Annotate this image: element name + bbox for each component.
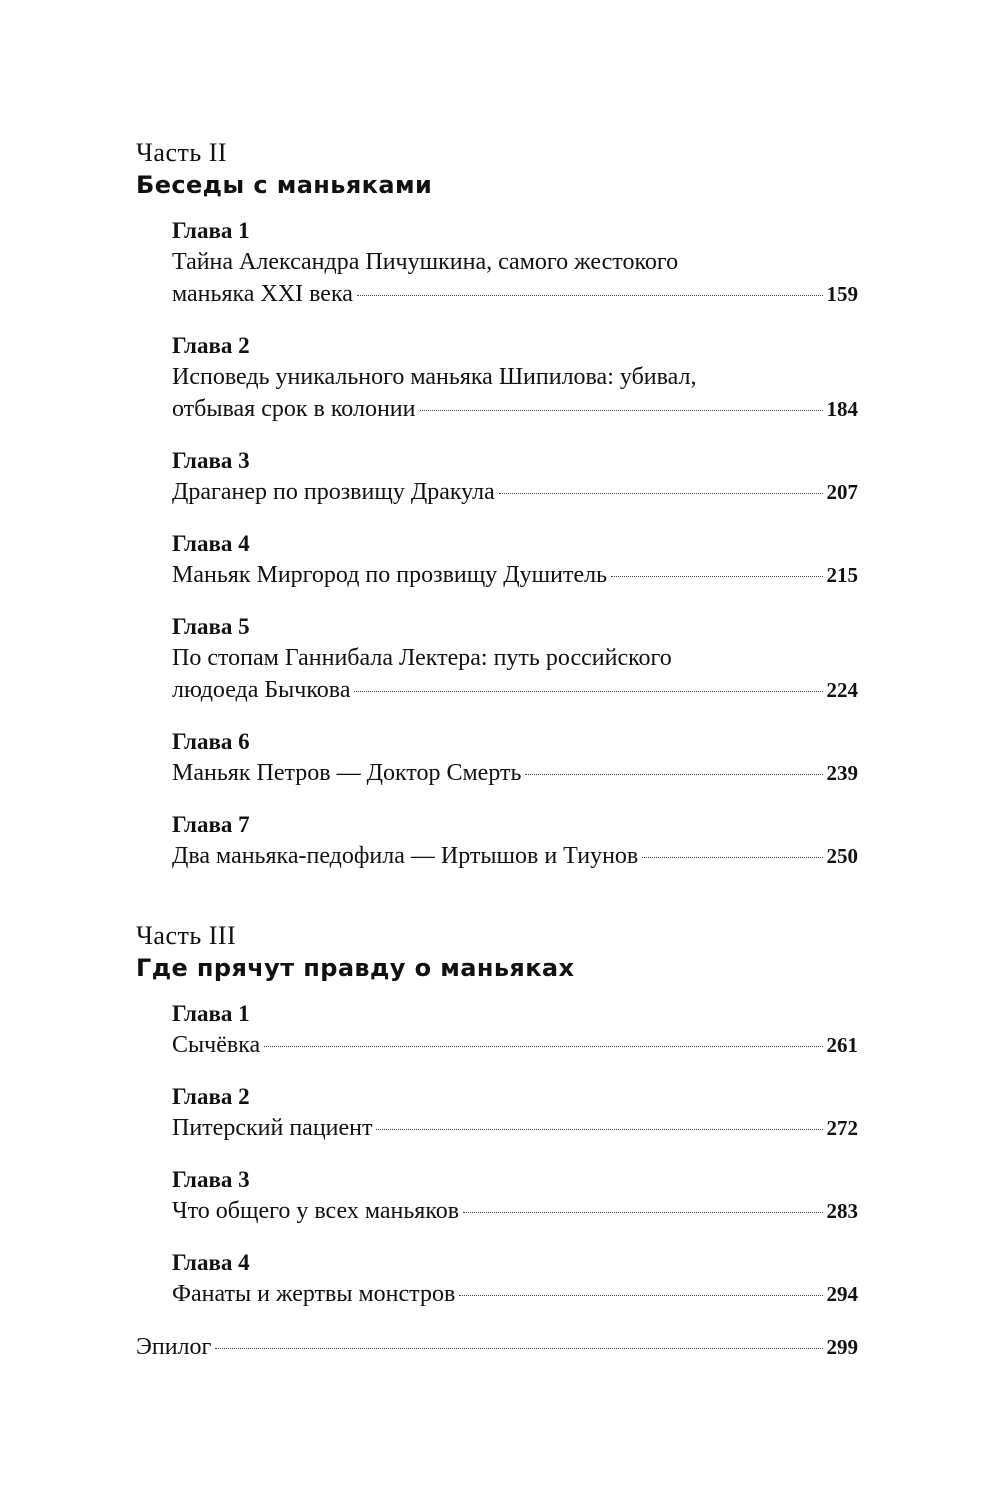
page-number: 294 xyxy=(826,1282,858,1306)
page-number: 250 xyxy=(826,844,858,868)
chapter-title-line: Сычёвка xyxy=(172,1032,261,1058)
toc-entry[interactable] xyxy=(172,216,858,310)
chapter-label: Глава 6 xyxy=(172,729,250,754)
chapter-title-line: людоеда Бычкова xyxy=(172,677,351,703)
toc-entry[interactable] xyxy=(172,612,858,706)
page-number: 159 xyxy=(826,282,858,306)
part-3 xyxy=(136,919,858,1310)
chapter-label: Глава 3 xyxy=(172,1167,250,1192)
part-label: Часть III xyxy=(136,921,237,950)
dot-leader xyxy=(357,295,823,296)
chapter-label: Глава 3 xyxy=(172,448,250,473)
chapter-title-line: маньяка XXI века xyxy=(172,281,353,307)
chapter-title-line: Маньяк Петров — Доктор Смерть xyxy=(172,760,522,786)
chapter-title-line: По стопам Ганнибала Лектера: путь российского xyxy=(172,645,672,671)
chapter-title-line: отбывая срок в колонии xyxy=(172,396,416,422)
dot-leader xyxy=(215,1348,822,1349)
epilogue-title: Эпилог xyxy=(136,1334,212,1360)
toc-entry[interactable] xyxy=(172,727,858,789)
chapter-label: Глава 2 xyxy=(172,1084,250,1109)
page-number: 184 xyxy=(826,397,858,421)
table-of-contents xyxy=(136,136,858,1363)
toc-entry[interactable] xyxy=(172,1165,858,1227)
toc-entry[interactable] xyxy=(172,446,858,508)
chapter-label: Глава 4 xyxy=(172,1250,250,1275)
page-number: 224 xyxy=(826,678,858,702)
toc-entry[interactable] xyxy=(172,1248,858,1310)
dot-leader xyxy=(525,774,822,775)
page-number: 299 xyxy=(826,1335,858,1359)
page-number: 207 xyxy=(826,480,858,504)
dot-leader xyxy=(611,576,822,577)
chapter-title-line: Драганер по прозвищу Дракула xyxy=(172,479,495,505)
chapter-title-line: Два маньяка-педофила — Иртышов и Тиунов xyxy=(172,843,639,869)
chapter-title-line: Маньяк Миргород по прозвищу Душитель xyxy=(172,562,608,588)
chapter-label: Глава 4 xyxy=(172,531,250,556)
page-number: 215 xyxy=(826,563,858,587)
dot-leader xyxy=(354,691,822,692)
toc-entry[interactable] xyxy=(172,810,858,872)
dot-leader xyxy=(376,1129,822,1130)
page-number: 239 xyxy=(826,761,858,785)
dot-leader xyxy=(264,1046,822,1047)
toc-entry[interactable] xyxy=(172,1082,858,1144)
chapter-label: Глава 1 xyxy=(172,1001,250,1026)
chapter-label: Глава 5 xyxy=(172,614,250,639)
part-label: Часть II xyxy=(136,138,228,167)
dot-leader xyxy=(459,1295,822,1296)
chapter-title-line: Исповедь уникального маньяка Шипилова: убивал, xyxy=(172,364,697,390)
dot-leader xyxy=(463,1212,822,1213)
toc-entry[interactable] xyxy=(172,999,858,1061)
chapter-label: Глава 2 xyxy=(172,333,250,358)
dot-leader xyxy=(499,493,823,494)
page-number: 272 xyxy=(826,1116,858,1140)
part-title: Беседы с маньяками xyxy=(136,171,433,199)
toc-entry[interactable] xyxy=(172,331,858,425)
part-2 xyxy=(136,136,858,872)
dot-leader xyxy=(642,857,822,858)
chapter-title-line: Фанаты и жертвы монстров xyxy=(172,1281,456,1307)
dot-leader xyxy=(420,410,823,411)
toc-entry[interactable] xyxy=(172,529,858,591)
chapter-title-line: Тайна Александра Пичушкина, самого жестокого xyxy=(172,249,679,275)
chapter-label: Глава 1 xyxy=(172,218,250,243)
chapter-title-line: Питерский пациент xyxy=(172,1115,373,1141)
part-title: Где прячут правду о маньяках xyxy=(136,954,575,982)
chapter-label: Глава 7 xyxy=(172,812,250,837)
page-number: 283 xyxy=(826,1199,858,1223)
chapter-title-line: Что общего у всех маньяков xyxy=(172,1198,460,1224)
page-number: 261 xyxy=(826,1033,858,1057)
toc-entry-epilogue[interactable] xyxy=(136,1331,858,1363)
